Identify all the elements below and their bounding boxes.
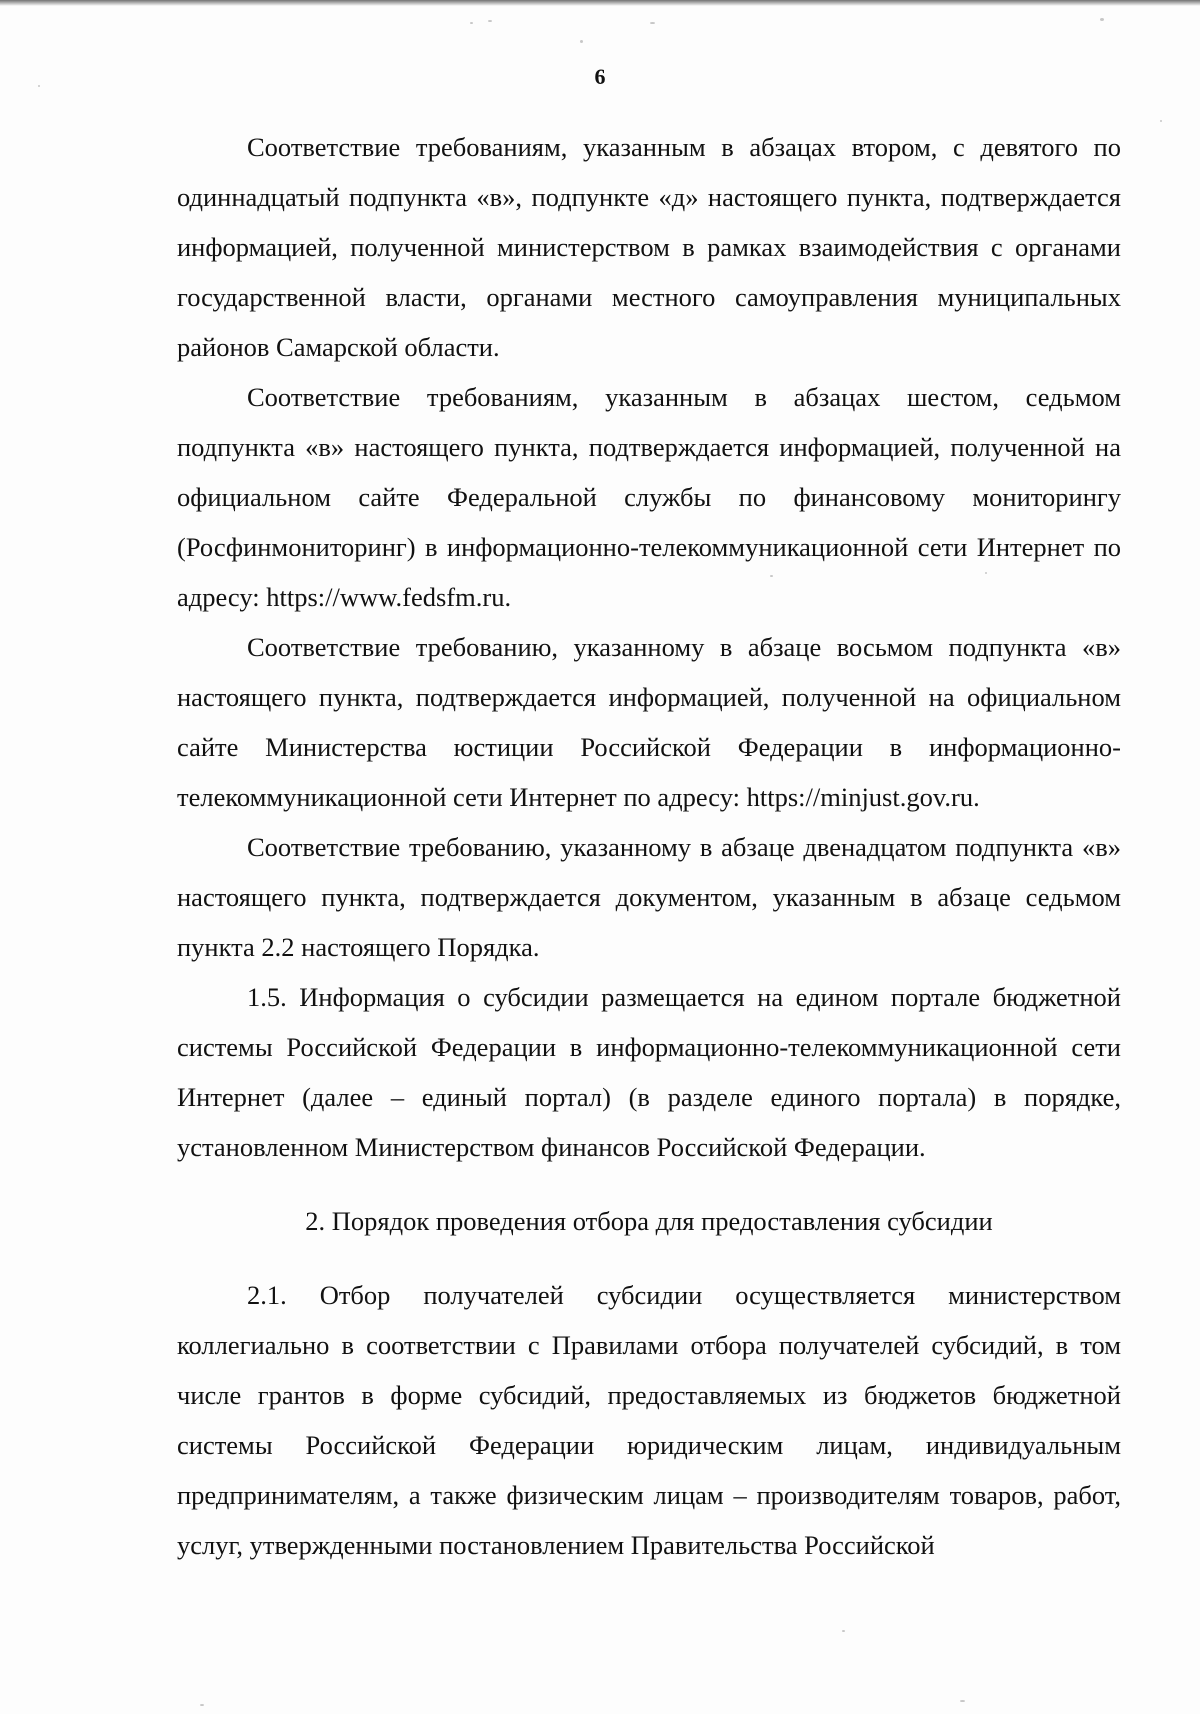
scan-speck [580, 40, 583, 43]
scan-speck [488, 20, 492, 22]
scan-speck [842, 1630, 845, 1632]
scan-speck [1160, 120, 1162, 122]
scan-speck [470, 22, 473, 24]
paragraph-verification-ministry-of-justice: Соответствие требованию, указанному в абзаце восьмом подпункта «в» настоящего пункта, подтверждается информацией, полученной на официальном сайте Министерства юстиции Российской Федерации в информационно-телекоммуникационной сети Интернет по адресу: https://minjust.gov.ru. [177, 632, 1121, 812]
document-body [177, 122, 1121, 1570]
scan-speck [200, 1704, 204, 1706]
section-heading: 2. Порядок проведения отбора для предоставления субсидии [305, 1206, 993, 1236]
paragraph-1-5-subsidy-information: 1.5. Информация о субсидии размещается на едином портале бюджетной системы Российской Федерации в информационно-телекоммуникационной сети Интернет (далее – единый портал) (в разделе единого портала) в порядке, установленном Министерством финансов Российской Федерации. [177, 982, 1121, 1162]
scan-speck [960, 1700, 965, 1702]
paragraph-verification-document: Соответствие требованию, указанному в абзаце двенадцатом подпункта «в» настоящего пункта, подтверждается документом, указанным в абзаце седьмом пункта 2.2 настоящего Порядка. [177, 832, 1121, 962]
page-number: 6 [594, 64, 606, 89]
scan-speck [650, 22, 655, 24]
scan-speck [1100, 18, 1104, 21]
paragraph-verification-authorities: Соответствие требованиям, указанным в абзацах втором, с девятого по одиннадцатый подпункта «в», подпункте «д» настоящего пункта, подтверждается информацией, полученной министерством в рамках взаимодействия с органами государственной власти, органами местного самоуправления муниципальных районов Самарской области. [177, 132, 1121, 362]
paragraph-2-1-selection: 2.1. Отбор получателей субсидии осуществляется министерством коллегиально в соответствии с Правилами отбора получателей субсидий, в том числе грантов в форме субсидий, предоставляемых из бюджетов бюджетной системы Российской Федерации юридическим лицам, индивидуальным предпринимателям, а также физическим лицам – производителям товаров, работ, услуг, утвержденными постановлением Правительства Российской [177, 1280, 1121, 1560]
scan-edge-shadow [0, 0, 1200, 6]
paragraph-verification-rosfinmonitoring: Соответствие требованиям, указанным в абзацах шестом, седьмом подпункта «в» настоящего пункта, подтверждается информацией, полученной на официальном сайте Федеральной службы по финансовому мониторингу (Росфинмониторинг) в информационно-телекоммуникационной сети Интернет по адресу: https://www.fedsfm.ru. [177, 382, 1121, 612]
